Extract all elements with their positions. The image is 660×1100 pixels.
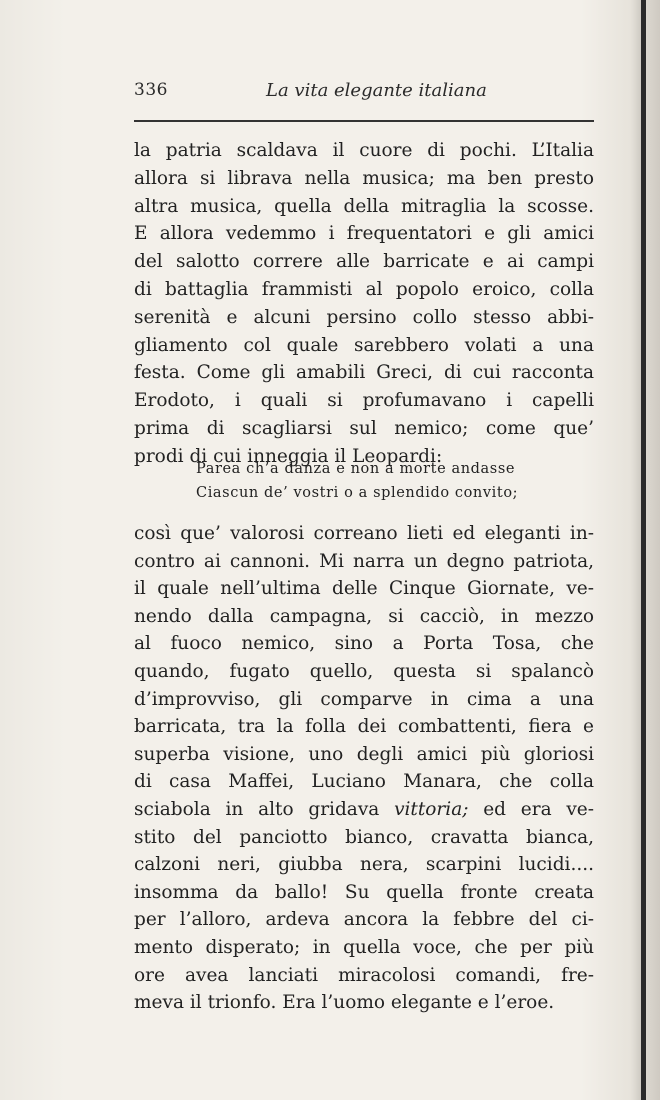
text-line: stito del panciotto bianco, cravatta bianca, [134,826,594,848]
text-line: allora si librava nella musica; ma ben presto [134,167,594,189]
text-line: altra musica, quella della mitraglia la scosse. [134,195,594,217]
text-line: meva il trionfo. Era l’uomo elegante e l’eroe. [134,992,555,1014]
text-line: ore avea lanciati miracolosi comandi, fre- [134,964,594,986]
text-line: del salotto correre alle barricate e ai campi [134,251,594,273]
page-number: 336 [134,80,168,100]
text-line: per l’alloro, ardeva ancora la febbre del ci- [134,909,594,931]
text-line: calzoni neri, giubba nera, scarpini lucidi.... [134,854,594,876]
text-line: insomma da ballo! Su quella fronte creata [134,881,594,903]
text-line: Erodoto, i quali si profumavano i capelli [134,390,594,412]
text-line-with-italic [134,796,594,824]
text-line: mento disperato; in quella voce, che per più [134,936,594,958]
text-line: gliamento col quale sarebbero volati a una [134,334,594,356]
text-line: E allora vedemmo i frequentatori e gli amici [134,223,594,245]
text-line: al fuoco nemico, sino a Porta Tosa, che [134,633,594,655]
paragraph-2 [134,520,594,1017]
header-rule [134,120,594,122]
text-line: la patria scaldava il cuore di pochi. L’Italia [134,140,594,161]
text-line: quando, fugato quello, questa si spalancò [134,660,594,682]
text-line: festa. Come gli amabili Greci, di cui racconta [134,362,594,384]
text-line: prodi di cui inneggia il Leopardi: [134,445,443,467]
verse-line: Parea ch’a danza e non a morte andasse [196,461,516,477]
page-edge [641,0,646,1100]
text-line: contro ai cannoni. Mi narra un degno patriota, [134,550,594,572]
text-line: barricata, tra la folla dei combattenti, fiera e [134,716,594,738]
page-gutter-shadow [630,0,641,1100]
text-line: di casa Maffei, Luciano Manara, che colla [134,771,594,793]
page-header [134,78,594,108]
text-line: di battaglia frammisti al popolo eroico, colla [134,278,594,300]
text-line: nendo dalla campagna, si cacciò, in mezzo [134,605,594,627]
text-line: prima di scagliarsi sul nemico; come que’ [134,417,594,439]
verse-quotation [196,457,576,505]
text-line: serenità e alcuni persino collo stesso abbi- [134,306,594,328]
text-segment: ed era ve- [468,798,594,820]
text-line: d’improvviso, gli comparve in cima a una [134,688,594,710]
text-segment: sciabola in alto gridava [134,798,395,820]
text-line: il quale nell’ultima delle Cinque Giornate, ve- [134,578,594,600]
italic-word: vittoria; [394,798,469,820]
text-line: così que’ valorosi correano lieti ed eleganti in- [134,523,594,544]
verse-line: Ciascun de’ vostri o a splendido convito; [196,485,519,501]
paragraph-1 [134,137,594,471]
running-title: La vita elegante italiana [266,80,487,101]
text-line: superba visione, uno degli amici più gloriosi [134,743,594,765]
